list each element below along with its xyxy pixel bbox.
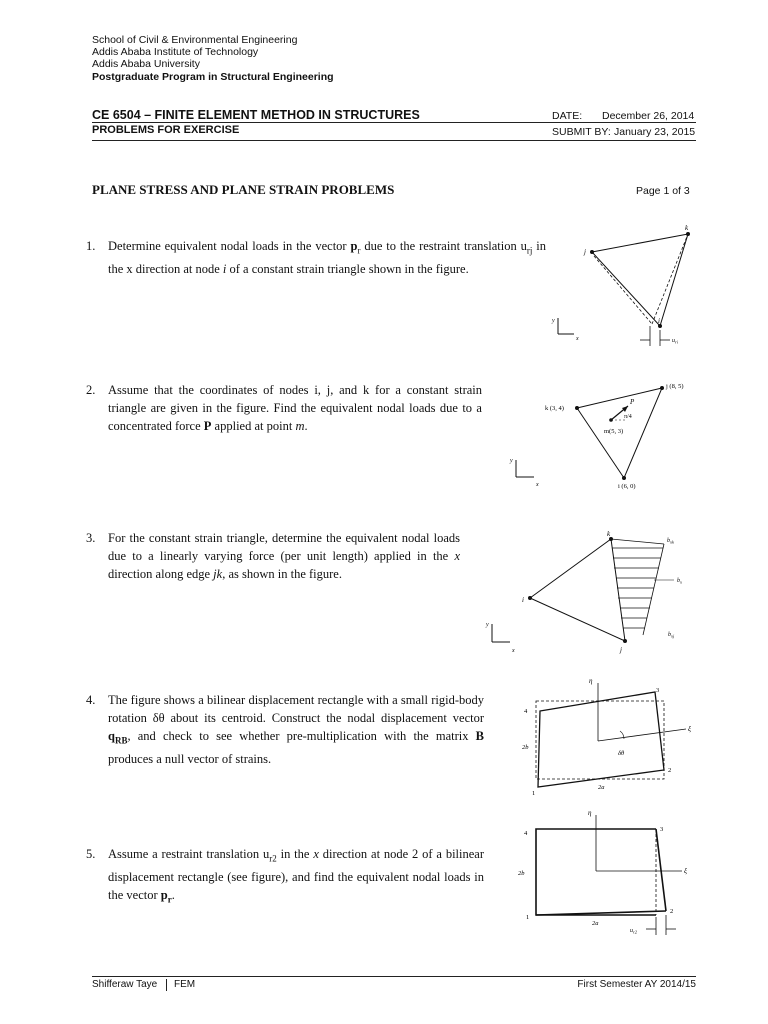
submit-label: SUBMIT BY: <box>552 126 611 138</box>
submit-value: January 23, 2015 <box>614 126 696 138</box>
date-value: December 26, 2014 <box>602 110 695 122</box>
problem-1: 1. Determine equivalent nodal loads in the vector $p_r$ due to the restraint translation $u_{rj}$ in the x direction at node i of a constant strain triangle shown in the figure. <box>86 239 546 276</box>
figure-4-rectangle <box>510 673 700 798</box>
figure-2-triangle <box>500 378 700 490</box>
svg-text:2b: 2b <box>522 744 529 751</box>
footer-separator <box>166 979 167 991</box>
svg-text:k: k <box>607 530 611 538</box>
svg-text:2: 2 <box>668 767 672 774</box>
svg-text:η: η <box>588 809 592 817</box>
svg-text:y: y <box>510 458 513 464</box>
problem-number: 3. <box>86 531 96 545</box>
problem-4: 4. The figure shows a bilinear displacement rectangle with a small rigid-body rotation δθ about its centroid. Construct the nodal displacement vector $q_{RB}$, and check to see whether pre-multiplication with the matrix B produces a null vector of strains. <box>86 693 484 766</box>
svg-text:2b: 2b <box>518 870 525 877</box>
svg-text:x: x <box>512 648 515 654</box>
footer-semester: First Semester AY 2014/15 <box>577 979 696 990</box>
svg-text:1: 1 <box>532 790 536 797</box>
svg-text:i: i <box>658 317 660 325</box>
header-rule-1 <box>92 122 696 123</box>
svg-text:y: y <box>552 318 555 324</box>
svg-text:δθ: δθ <box>618 750 625 757</box>
problem-2: 2. Assume that the coordinates of nodes i, j, and k for a constant strain triangle are given in the figure. Find the equivalent nodal loads due to a concentrated force P applied at point m. <box>86 383 482 433</box>
svg-text:bx: $b_x$ <box>677 578 682 585</box>
svg-text:2: 2 <box>670 908 674 915</box>
figure-1-triangle <box>540 222 700 352</box>
svg-text:3: 3 <box>660 826 664 833</box>
svg-text:j (8, 5): j (8, 5) <box>666 383 684 390</box>
svg-text:i (6, 0): i (6, 0) <box>618 483 636 490</box>
svg-text:m(5, 3): m(5, 3) <box>604 428 624 435</box>
svg-text:η: η <box>589 677 593 685</box>
svg-text:1: 1 <box>526 914 530 921</box>
header-rule-2 <box>92 140 696 141</box>
svg-text:i: i <box>522 596 524 604</box>
problem-number: 5. <box>86 847 96 861</box>
course-title: CE 6504 – FINITE ELEMENT METHOD IN STRUCTURES <box>92 108 420 122</box>
course-subtitle: PROBLEMS FOR EXERCISE <box>92 124 240 136</box>
institute-name: Addis Ababa Institute of Technology <box>92 46 259 58</box>
section-title: PLANE STRESS AND PLANE STRAIN PROBLEMS <box>92 182 395 197</box>
problem-3: 3. For the constant strain triangle, determine the equivalent nodal loads due to a linearly varying force (per unit length) applied in the x direction along edge jk, as shown in the figure. <box>86 531 460 581</box>
figure-3-triangle <box>480 528 700 658</box>
svg-text:P: P <box>630 398 635 406</box>
svg-text:ξ: ξ <box>688 725 691 733</box>
problem-number: 4. <box>86 693 96 707</box>
svg-text:j: j <box>584 248 586 256</box>
svg-text:k: k <box>685 224 689 232</box>
page-number: Page 1 of 3 <box>636 185 690 197</box>
svg-text:bxj: $b_{xj}$ <box>668 632 675 639</box>
svg-text:2a: 2a <box>592 920 599 927</box>
svg-text:j: j <box>620 646 622 654</box>
date-label: DATE: <box>552 110 583 122</box>
svg-text:x: x <box>576 336 579 342</box>
svg-text:π/4: π/4 <box>624 414 632 420</box>
svg-text:ur2: $u_{r2}$ <box>630 928 638 935</box>
svg-text:4: 4 <box>524 708 528 715</box>
footer-rule <box>92 976 696 977</box>
problem-number: 2. <box>86 383 96 397</box>
school-name: School of Civil & Environmental Engineering <box>92 34 298 46</box>
figure-5-rectangle <box>510 805 700 940</box>
svg-text:k (3, 4): k (3, 4) <box>545 405 564 412</box>
university-name: Addis Ababa University <box>92 58 200 70</box>
footer-author: Shifferaw Taye <box>92 979 158 990</box>
problem-5: 5. Assume a restraint translation $u_{r2}$ in the x direction at node 2 of a bilinear displacement rectangle (see figure), and find the equivalent nodal loads in the vector $p_r$. <box>86 847 485 904</box>
svg-text:bxk: $b_{xk}$ <box>667 538 674 545</box>
problem-number: 1. <box>86 239 96 253</box>
program-name: Postgraduate Program in Structural Engineering <box>92 71 334 83</box>
svg-text:2a: 2a <box>598 784 605 791</box>
svg-text:uri: $u_{ri}$ <box>672 338 679 345</box>
footer-course: FEM <box>174 979 196 990</box>
svg-text:ξ: ξ <box>684 867 687 875</box>
svg-text:3: 3 <box>656 687 660 694</box>
svg-text:4: 4 <box>524 830 528 837</box>
svg-text:y: y <box>486 622 489 628</box>
svg-text:x: x <box>536 482 539 488</box>
